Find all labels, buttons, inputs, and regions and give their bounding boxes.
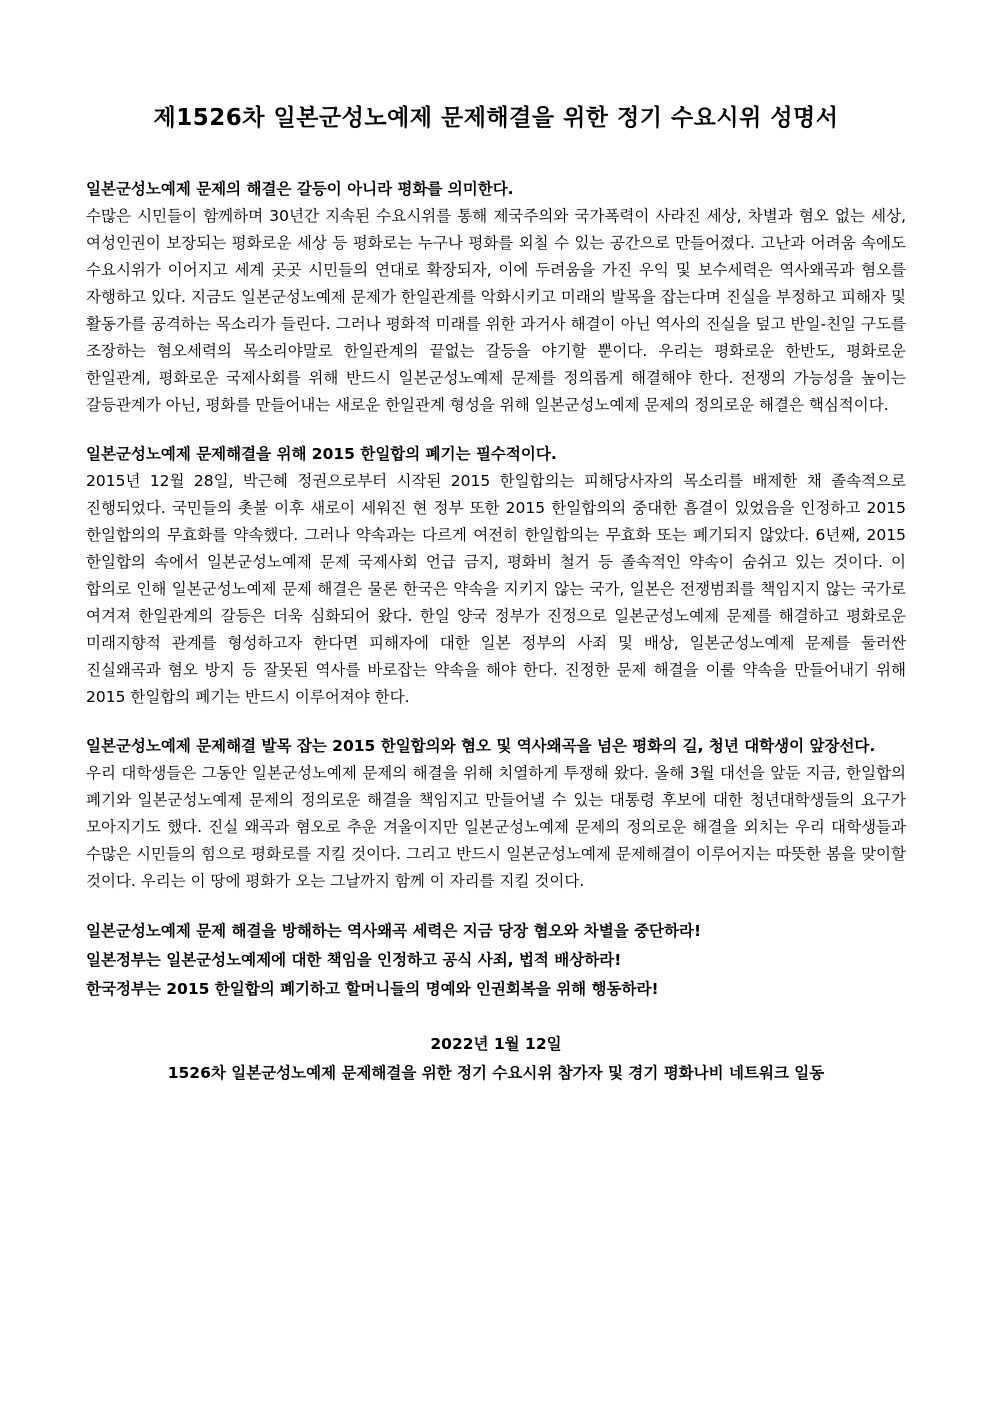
section-heading: 일본군성노예제 문제해결을 위해 2015 한일합의 폐기는 필수적이다. — [86, 444, 557, 463]
demand-item: 한국정부는 2015 한일합의 폐기하고 할머니들의 명예와 인권회복을 위해 행동하라! — [86, 979, 659, 998]
section-body: 2015년 12월 28일, 박근혜 정권으로부터 시작된 2015 한일합의는 피해당사자의 목소리를 배제한 채 졸속적으로 진행되었다. 국민들의 촛불 이후 새로이 세워진 현 정부 또한 2015 한일합의의 중대한 흠결이 있었음을 인정하고 2015 한일합의의 무효화를 약속했다. 그러나 약속과는 다르게 여전히 한일합의는 무효화 또는 폐기되지 않았다. 6년째, 2015 한일합의 속에서 일본군성노예제 문제 국제사회 언급 금지, 평화비 철거 등 졸속적인 약속이 숨쉬고 있는 것이다. 이 합의로 인해 일본군성노예제 문제 해결은 물론 한국은 약속을 지키지 않는 국가, 일본은 전쟁범죄를 책임지지 않는 국가로 여겨져 한일관계의 갈등은 더욱 심화되어 왔다. 한일 양국 정부가 진정으로 일본군성노예제 문제를 해결하고 평화로운 미래지향적 관계를 형성하고자 한다면 피해자에 대한 일본 정부의 사죄 및 배상, 일본군성노예제 문제를 둘러싼 진실왜곡과 혐오 방지 등 잘못된 역사를 바로잡는 약속을 해야 한다. 진정한 문제 해결을 이룰 약속을 만들어내기 위해 2015 한일합의 폐기는 반드시 이루어져야 한다. — [86, 471, 906, 706]
section-heading: 일본군성노예제 문제해결 발목 잡는 2015 한일합의와 혐오 및 역사왜곡을 넘은 평화의 길, 청년 대학생이 앞장선다. — [86, 736, 876, 755]
demand-item: 일본군성노예제 문제 해결을 방해하는 역사왜곡 세력은 지금 당장 혐오와 차별을 중단하라! — [86, 921, 702, 940]
closing-block — [86, 1030, 906, 1088]
statement-date: 2022년 1월 12일 — [430, 1034, 562, 1053]
demand-item: 일본정부는 일본군성노예제에 대한 책임을 인정하고 공식 사죄, 법적 배상하라! — [86, 950, 622, 969]
statement-signature: 1526차 일본군성노예제 문제해결을 위한 정기 수요시위 참가자 및 경기 평화나비 네트워크 일동 — [167, 1063, 825, 1082]
section-1 — [86, 176, 906, 419]
section-body: 우리 대학생들은 그동안 일본군성노예제 문제의 해결을 위해 치열하게 투쟁해 왔다. 올해 3월 대선을 앞둔 지금, 한일합의 폐기와 일본군성노예제 문제의 정의로운 해결을 책임지고 만들어낼 수 있는 대통령 후보에 대한 청년대학생들의 요구가 모아지기도 했다. 진실 왜곡과 혐오로 추운 겨울이지만 일본군성노예제 문제의 정의로운 해결을 외치는 우리 대학생들과 수많은 시민들의 힘으로 평화로를 지킬 것이다. 그리고 반드시 일본군성노예제 문제해결이 이루어지는 따뜻한 봄을 맞이할 것이다. 우리는 이 땅에 평화가 오는 그날까지 함께 이 자리를 지킬 것이다. — [86, 763, 906, 890]
demands-list — [86, 917, 906, 1004]
section-heading: 일본군성노예제 문제의 해결은 갈등이 아니라 평화를 의미한다. — [86, 179, 514, 198]
section-2 — [86, 441, 906, 711]
page-title: 제1526차 일본군성노예제 문제해결을 위한 정기 수요시위 성명서 — [153, 105, 839, 131]
section-3 — [86, 733, 906, 895]
section-body: 수많은 시민들이 함께하며 30년간 지속된 수요시위를 통해 제국주의와 국가폭력이 사라진 세상, 차별과 혐오 없는 세상, 여성인권이 보장되는 평화로운 세상 등 평화로는 누구나 평화를 외칠 수 있는 공간으로 만들어졌다. 고난과 어려움 속에도 수요시위가 이어지고 세계 곳곳 시민들의 연대로 확장되자, 이에 두려움을 가진 우익 및 보수세력은 역사왜곡과 혐오를 자행하고 있다. 지금도 일본군성노예제 문제가 한일관계를 악화시키고 미래의 발목을 잡는다며 진실을 부정하고 피해자 및 활동가를 공격하는 목소리가 들린다. 그러나 평화적 미래를 위한 과거사 해결이 아닌 역사의 진실을 덮고 반일-친일 구도를 조장하는 혐오세력의 목소리야말로 한일관계의 끝없는 갈등을 야기할 뿐이다. 우리는 평화로운 한반도, 평화로운 한일관계, 평화로운 국제사회를 위해 반드시 일본군성노예제 문제를 정의롭게 해결해야 한다. 전쟁의 가능성을 높이는 갈등관계가 아닌, 평화를 만들어내는 새로운 한일관계 형성을 위해 일본군성노예제 문제의 정의로운 해결은 핵심적이다. — [86, 206, 906, 414]
